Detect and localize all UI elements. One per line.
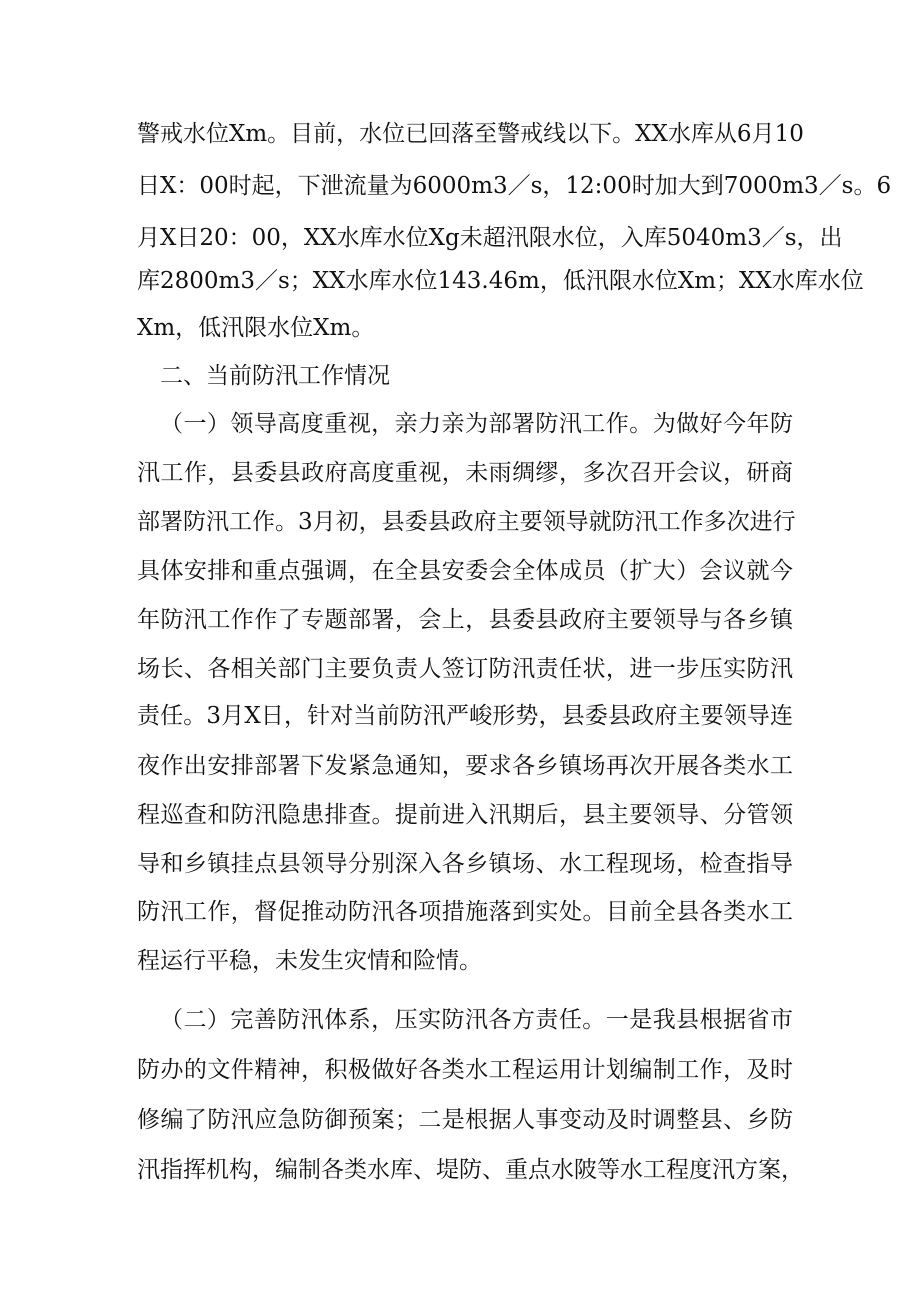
- paragraph-line: 程巡查和防汛隐患排查。提前进入汛期后，县主要领导、分管领: [137, 802, 793, 828]
- paragraph-line: 场长、各相关部门主要负责人签订防汛责任状，进一步压实防汛: [137, 656, 793, 682]
- paragraph-line: 责任。3月X日，针对当前防汛严峻形势，县委县政府主要领导连: [137, 703, 793, 729]
- paragraph-line: 年防汛工作作了专题部署，会上，县委县政府主要领导与各乡镇: [137, 607, 793, 633]
- paragraph-line: 导和乡镇挂点县领导分别深入各乡镇场、水工程现场，检查指导: [137, 851, 793, 877]
- paragraph-line: 具体安排和重点强调，在全县安委会全体成员（扩大）会议就今: [137, 558, 793, 584]
- paragraph-line: 防汛工作，督促推动防汛各项措施落到实处。目前全县各类水工: [137, 899, 793, 925]
- paragraph-line: Xm，低汛限水位Xm。: [137, 315, 375, 341]
- paragraph-line: 警戒水位Xm。目前，水位已回落至警戒线以下。XX水库从6月10: [137, 121, 804, 147]
- paragraph-line: 日X：00时起，下泄流量为6000m3／s，12:00时加大到7000m3／s。6: [137, 173, 892, 199]
- section-heading: 二、当前防汛工作情况: [160, 363, 390, 389]
- paragraph-line: 夜作出安排部署下发紧急通知，要求各乡镇场再次开展各类水工: [137, 753, 793, 779]
- paragraph-line: （二）完善防汛体系，压实防汛各方责任。一是我县根据省市: [160, 1007, 793, 1033]
- paragraph-line: 程运行平稳，未发生灾情和险情。: [137, 948, 482, 974]
- paragraph-line: 汛指挥机构，编制各类水库、堤防、重点水陂等水工程度汛方案，: [137, 1157, 804, 1183]
- paragraph-line: 月X日20：00，XX水库水位Xg未超汛限水位，入库5040m3／s，出: [137, 225, 843, 251]
- paragraph-line: 部署防汛工作。3月初，县委县政府主要领导就防汛工作多次进行: [137, 509, 796, 535]
- paragraph-line: 汛工作，县委县政府高度重视，未雨绸缪，多次召开会议，研商: [137, 460, 793, 486]
- paragraph-line: （一）领导高度重视，亲力亲为部署防汛工作。为做好今年防: [160, 411, 793, 437]
- paragraph-line: 防办的文件精神，积极做好各类水工程运用计划编制工作，及时: [137, 1057, 793, 1083]
- paragraph-line: 库2800m3／s；XX水库水位143.46m，低汛限水位Xm；XX水库水位: [137, 268, 864, 294]
- paragraph-line: 修编了防汛应急防御预案；二是根据人事变动及时调整县、乡防: [137, 1107, 793, 1133]
